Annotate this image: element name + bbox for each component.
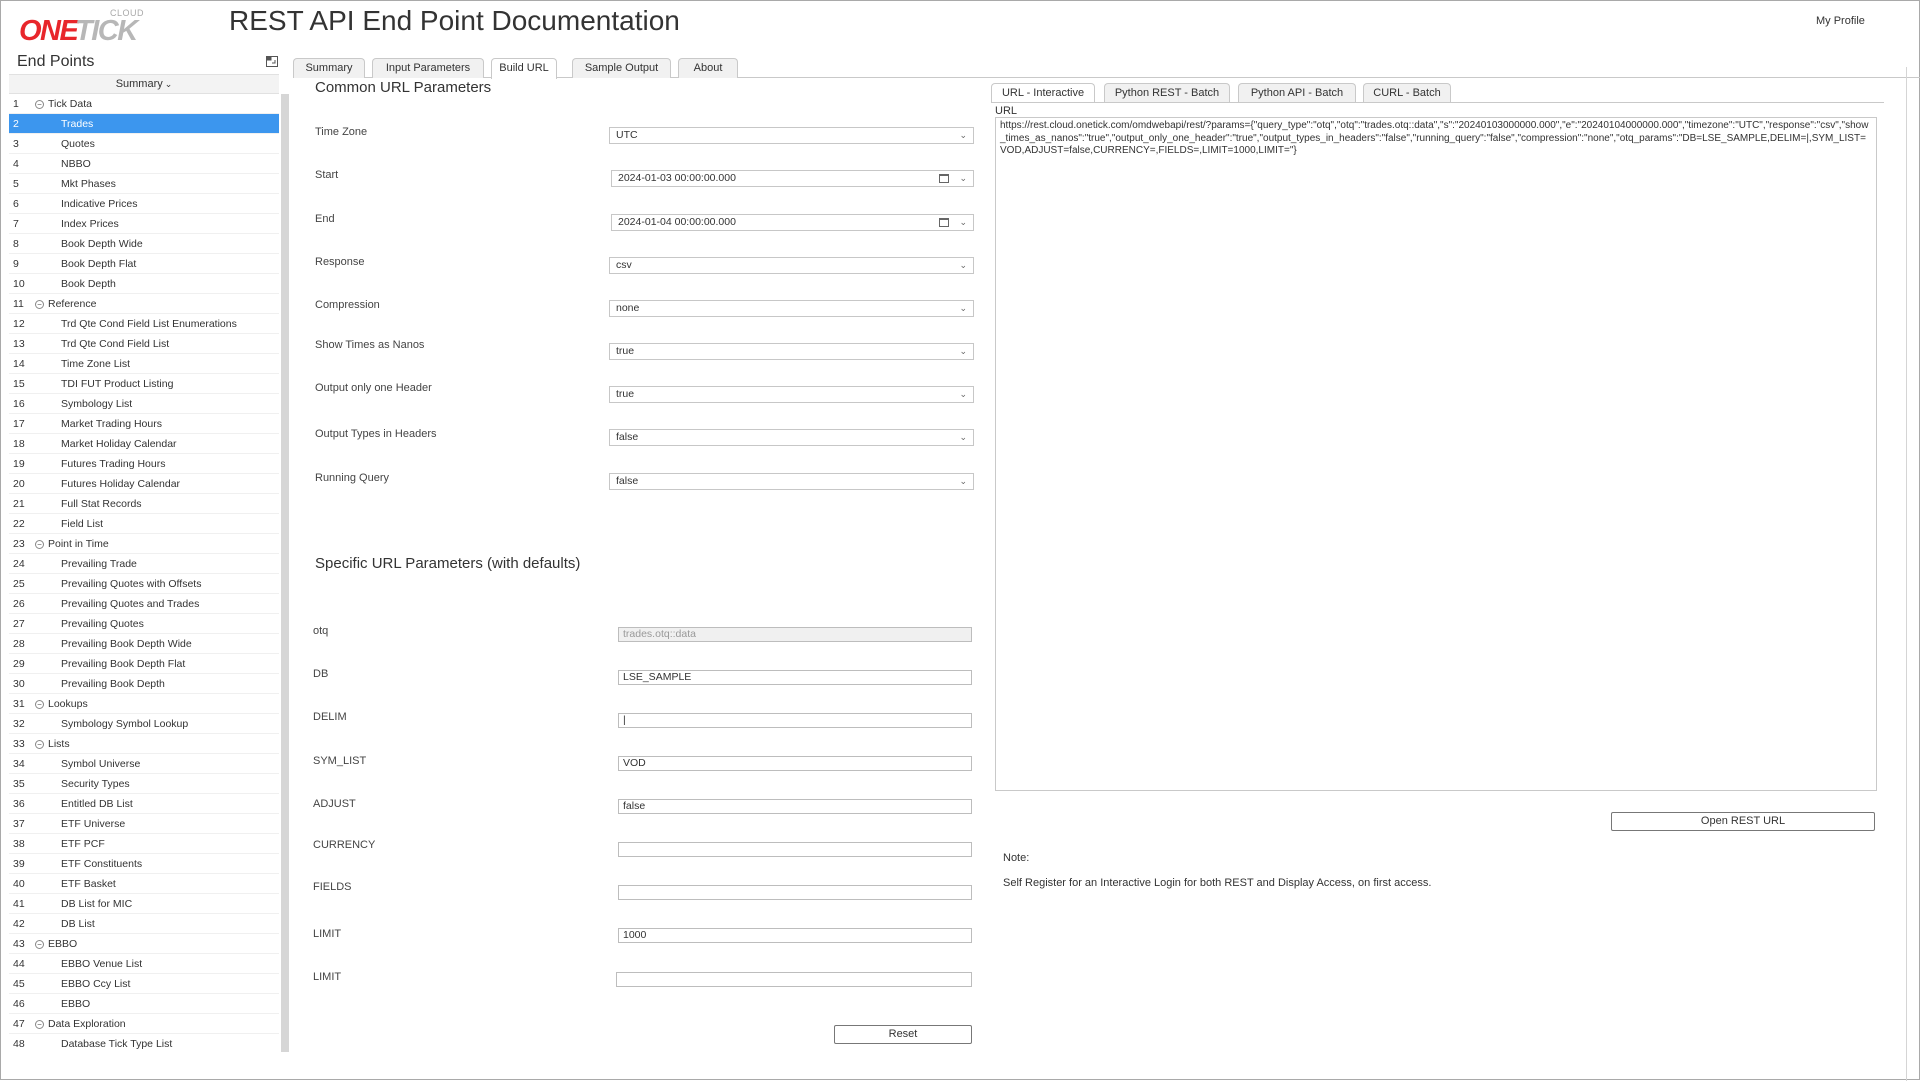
- tree-row-label: Book Depth Flat: [61, 258, 137, 270]
- tree-row-label: EBBO Ccy List: [61, 978, 131, 990]
- row-number: 10: [13, 278, 25, 290]
- limit-input[interactable]: 1000: [618, 928, 972, 943]
- onetick-logo: ONE TICK CLOUD: [19, 8, 145, 47]
- chevron-down-icon: ⌄: [959, 389, 967, 399]
- row-number: 8: [13, 238, 19, 250]
- tab-url-interactive[interactable]: URL - Interactive: [991, 83, 1095, 103]
- calendar-icon[interactable]: [939, 218, 949, 227]
- tree-row-label: Entitled DB List: [61, 798, 133, 810]
- limit-label: LIMIT: [313, 928, 342, 940]
- response-value: csv: [616, 259, 632, 271]
- tree-row-label: Market Holiday Calendar: [61, 438, 177, 450]
- output-types-headers-label: Output Types in Headers: [315, 428, 437, 440]
- compression-value: none: [616, 302, 640, 314]
- tree-endpoint-row[interactable]: [9, 174, 279, 194]
- row-number: 33: [13, 738, 25, 750]
- start-datetime-picker[interactable]: [611, 170, 974, 187]
- tree-endpoint-row[interactable]: [9, 414, 279, 434]
- db-input[interactable]: LSE_SAMPLE: [618, 670, 972, 685]
- output-types-headers-select[interactable]: [609, 429, 974, 446]
- row-number: 34: [13, 758, 25, 770]
- row-number: 30: [13, 678, 25, 690]
- tab-build-url[interactable]: Build URL: [491, 58, 557, 79]
- tree-row-label: EBBO: [48, 938, 78, 950]
- show-times-nanos-select[interactable]: [609, 343, 974, 360]
- tree-row-label: TDI FUT Product Listing: [61, 378, 174, 390]
- summary-column-header[interactable]: [9, 74, 279, 94]
- tree-row-label: Trd Qte Cond Field List Enumerations: [61, 318, 237, 330]
- row-number: 38: [13, 838, 25, 850]
- specific-params-title: Specific URL Parameters (with defaults): [315, 555, 581, 572]
- tree-category-row[interactable]: [9, 534, 279, 554]
- tree-row-label: Prevailing Quotes with Offsets: [61, 578, 202, 590]
- compression-label: Compression: [315, 299, 380, 311]
- tree-endpoint-row[interactable]: [9, 854, 279, 874]
- tree-row-label: DB List for MIC: [61, 898, 133, 910]
- row-number: 15: [13, 378, 25, 390]
- tree-endpoint-row[interactable]: [9, 774, 279, 794]
- tree-category-row[interactable]: [9, 294, 279, 314]
- row-number: 12: [13, 318, 25, 330]
- tree-row-label: Market Trading Hours: [61, 418, 162, 430]
- tree-endpoint-row[interactable]: [9, 634, 279, 654]
- tree-row-label: EBBO: [61, 998, 91, 1010]
- tree-row-label: Quotes: [61, 138, 95, 150]
- compression-select[interactable]: [609, 300, 974, 317]
- row-number: 31: [13, 698, 25, 710]
- collapse-toggle-icon[interactable]: −: [35, 700, 44, 709]
- row-number: 23: [13, 538, 25, 550]
- collapse-toggle-icon[interactable]: −: [35, 300, 44, 309]
- db-label: DB: [313, 668, 329, 680]
- row-number: 36: [13, 798, 25, 810]
- tab-about[interactable]: About: [678, 58, 738, 78]
- tree-row-label: Lookups: [48, 698, 88, 710]
- tree-endpoint-row[interactable]: [9, 134, 279, 154]
- row-number: 21: [13, 498, 25, 510]
- tree-category-row[interactable]: [9, 1014, 279, 1034]
- tree-endpoint-row[interactable]: [9, 554, 279, 574]
- tree-row-label: Symbology Symbol Lookup: [61, 718, 189, 730]
- tree-row-label: Index Prices: [61, 218, 119, 230]
- sym-list-input[interactable]: VOD: [618, 756, 972, 771]
- row-number: 25: [13, 578, 25, 590]
- sidebar-scrollbar[interactable]: [281, 94, 289, 1052]
- my-profile-link[interactable]: My Profile: [1816, 15, 1865, 27]
- row-number: 4: [13, 158, 19, 170]
- tree-endpoint-row[interactable]: [9, 474, 279, 494]
- tree-endpoint-row[interactable]: [9, 394, 279, 414]
- tree-row-label: DB List: [61, 918, 95, 930]
- row-number: 7: [13, 218, 19, 230]
- tree-endpoint-row[interactable]: [9, 354, 279, 374]
- tree-row-label: Symbology List: [61, 398, 133, 410]
- tree-endpoint-row[interactable]: [9, 754, 279, 774]
- url-textarea[interactable]: https://rest.cloud.onetick.com/omdwebapi/rest/?params={"query_type":"otq","otq":"trades.otq::data","s":"20240103000000.000","e":"20240104000000.000","timezone":"UTC","response":"csv","show_times_as_nanos":"true","output_only_one_header":"true","output_types_in_headers":"false","running_query":"false","compression":"none","otq_params":"DB=LSE_SAMPLE,DELIM=|,SYM_LIST=VOD,ADJUST=false,CURRENCY=,FIELDS=,LIMIT=1000,LIMIT="}: [995, 117, 1877, 791]
- tree-endpoint-row[interactable]: [9, 314, 279, 334]
- tree-row-label: Database Tick Type List: [61, 1038, 173, 1050]
- chevron-down-icon: ⌄: [959, 217, 967, 227]
- tree-endpoint-row[interactable]: [9, 274, 279, 294]
- row-number: 6: [13, 198, 19, 210]
- row-number: 44: [13, 958, 25, 970]
- tree-row-label: ETF Constituents: [61, 858, 143, 870]
- tree-row-label: Full Stat Records: [61, 498, 142, 510]
- row-number: 28: [13, 638, 25, 650]
- tree-row-label: Symbol Universe: [61, 758, 141, 770]
- tree-row-label: Futures Holiday Calendar: [61, 478, 181, 490]
- row-number: 32: [13, 718, 25, 730]
- right-tab-bar-line: [991, 102, 1884, 103]
- row-number: 45: [13, 978, 25, 990]
- tree-row-label: Prevailing Book Depth Flat: [61, 658, 186, 670]
- fields-input[interactable]: [618, 885, 972, 900]
- tree-endpoint-row[interactable]: [9, 974, 279, 994]
- collapse-panel-icon[interactable]: [266, 56, 278, 67]
- row-number: 2: [13, 118, 19, 130]
- show-times-nanos-label: Show Times as Nanos: [315, 339, 425, 351]
- url-label: URL: [995, 105, 1018, 117]
- collapse-toggle-icon[interactable]: −: [35, 540, 44, 549]
- tree-endpoint-row[interactable]: [9, 214, 279, 234]
- tree-row-label: Mkt Phases: [61, 178, 116, 190]
- chevron-down-icon: ⌄: [959, 173, 967, 183]
- row-number: 18: [13, 438, 25, 450]
- tree-endpoint-row[interactable]: [9, 954, 279, 974]
- row-number: 5: [13, 178, 19, 190]
- summary-header-label: Summary: [115, 78, 163, 90]
- tree-row-label: EBBO Venue List: [61, 958, 143, 970]
- collapse-toggle-icon[interactable]: −: [35, 100, 44, 109]
- tree-endpoint-row[interactable]: [9, 834, 279, 854]
- output-one-header-label: Output only one Header: [315, 382, 432, 394]
- adjust-input[interactable]: false: [618, 799, 972, 814]
- tree-category-row[interactable]: [9, 694, 279, 714]
- tree-category-row[interactable]: [9, 94, 279, 114]
- tree-row-label: Futures Trading Hours: [61, 458, 166, 470]
- start-label: Start: [315, 169, 339, 181]
- end-label: End: [315, 213, 335, 225]
- tree-category-row[interactable]: [9, 734, 279, 754]
- running-query-select[interactable]: [609, 473, 974, 490]
- chevron-down-icon: ⌄: [959, 432, 967, 442]
- row-number: 35: [13, 778, 25, 790]
- tree-row-label: Point in Time: [48, 538, 109, 550]
- tree-endpoint-row[interactable]: [9, 194, 279, 214]
- tree-endpoint-row[interactable]: [9, 594, 279, 614]
- row-number: 47: [13, 1018, 25, 1030]
- output-one-header-value: true: [616, 388, 635, 400]
- row-number: 41: [13, 898, 25, 910]
- open-rest-url-button[interactable]: Open REST URL: [1611, 812, 1875, 831]
- tree-endpoint-row[interactable]: [9, 114, 279, 134]
- tree-endpoint-row[interactable]: [9, 514, 279, 534]
- tree-row-label: Prevailing Trade: [61, 558, 137, 570]
- sym-list-label: SYM_LIST: [313, 755, 367, 767]
- tree-endpoint-row[interactable]: [9, 334, 279, 354]
- row-number: 16: [13, 398, 25, 410]
- tab-python-api-batch[interactable]: Python API - Batch: [1238, 83, 1356, 103]
- tree-row-label: Prevailing Book Depth: [61, 678, 165, 690]
- tree-endpoint-row[interactable]: [9, 674, 279, 694]
- row-number: 13: [13, 338, 25, 350]
- limit-label-2: LIMIT: [313, 971, 342, 983]
- tree-row-label: NBBO: [61, 158, 91, 170]
- chevron-down-icon: ⌄: [959, 303, 967, 313]
- row-number: 14: [13, 358, 25, 370]
- page-title: REST API End Point Documentation: [229, 5, 680, 36]
- row-number: 9: [13, 258, 19, 270]
- tree-endpoint-row[interactable]: [9, 1034, 279, 1052]
- tree-row-label: Trades: [61, 118, 94, 130]
- reset-button[interactable]: Reset: [834, 1025, 972, 1044]
- tree-endpoint-row[interactable]: [9, 874, 279, 894]
- row-number: 19: [13, 458, 25, 470]
- response-select[interactable]: [609, 257, 974, 274]
- tree-endpoint-row[interactable]: [9, 374, 279, 394]
- collapse-toggle-icon[interactable]: −: [35, 1020, 44, 1029]
- right-divider: [1906, 67, 1907, 1081]
- tree-endpoint-row[interactable]: [9, 234, 279, 254]
- chevron-down-icon: ⌄: [959, 260, 967, 270]
- tab-summary[interactable]: Summary: [293, 58, 365, 78]
- note-label: Note:: [1003, 852, 1030, 864]
- endpoint-tree: [9, 94, 279, 1052]
- calendar-icon[interactable]: [939, 174, 949, 183]
- tree-row-label: ETF Universe: [61, 818, 126, 830]
- row-number: 43: [13, 938, 25, 950]
- row-number: 20: [13, 478, 25, 490]
- tab-input-parameters[interactable]: Input Parameters: [372, 58, 484, 78]
- note-text: Self Register for an Interactive Login for both REST and Display Access, on first access.: [1003, 877, 1432, 889]
- tree-row-label: Indicative Prices: [61, 198, 138, 210]
- row-number: 26: [13, 598, 25, 610]
- tree-row-label: Prevailing Quotes: [61, 618, 144, 630]
- row-number: 40: [13, 878, 25, 890]
- tree-endpoint-row[interactable]: [9, 714, 279, 734]
- otq-input: trades.otq::data: [618, 627, 972, 642]
- tree-endpoint-row[interactable]: [9, 894, 279, 914]
- row-number: 22: [13, 518, 25, 530]
- tree-endpoint-row[interactable]: [9, 454, 279, 474]
- tree-row-label: Prevailing Quotes and Trades: [61, 598, 200, 610]
- running-query-label: Running Query: [315, 472, 389, 484]
- row-number: 17: [13, 418, 25, 430]
- tree-row-label: Prevailing Book Depth Wide: [61, 638, 192, 650]
- tree-row-label: Trd Qte Cond Field List: [61, 338, 170, 350]
- row-number: 42: [13, 918, 25, 930]
- fields-label: FIELDS: [313, 881, 352, 893]
- show-times-nanos-value: true: [616, 345, 635, 357]
- tree-row-label: ETF Basket: [61, 878, 116, 890]
- tree-endpoint-row[interactable]: [9, 994, 279, 1014]
- delim-input[interactable]: |: [618, 713, 972, 728]
- chevron-down-icon: ⌄: [959, 346, 967, 356]
- start-value: 2024-01-03 00:00:00.000: [618, 172, 736, 184]
- row-number: 11: [13, 298, 24, 310]
- time-zone-label: Time Zone: [315, 126, 368, 138]
- collapse-toggle-icon[interactable]: −: [35, 740, 44, 749]
- tree-row-label: Book Depth Wide: [61, 238, 143, 250]
- tab-curl-batch[interactable]: CURL - Batch: [1363, 83, 1451, 103]
- end-value: 2024-01-04 00:00:00.000: [618, 216, 736, 228]
- tree-endpoint-row[interactable]: [9, 434, 279, 454]
- tree-endpoint-row[interactable]: [9, 654, 279, 674]
- main-tab-bar: [293, 58, 1920, 78]
- output-one-header-select[interactable]: [609, 386, 974, 403]
- sidebar-title: End Points: [17, 53, 95, 70]
- row-number: 39: [13, 858, 25, 870]
- tree-endpoint-row[interactable]: [9, 254, 279, 274]
- adjust-label: ADJUST: [313, 798, 356, 810]
- time-zone-select[interactable]: [609, 127, 974, 144]
- collapse-toggle-icon[interactable]: −: [35, 940, 44, 949]
- tree-endpoint-row[interactable]: [9, 614, 279, 634]
- tree-row-label: Reference: [48, 298, 97, 310]
- tree-endpoint-row[interactable]: [9, 794, 279, 814]
- row-number: 46: [13, 998, 25, 1010]
- tab-python-rest-batch[interactable]: Python REST - Batch: [1104, 83, 1230, 103]
- tree-row-label: Data Exploration: [48, 1018, 126, 1030]
- row-number: 48: [13, 1038, 25, 1050]
- row-number: 1: [13, 98, 19, 110]
- tree-endpoint-row[interactable]: [9, 914, 279, 934]
- row-number: 37: [13, 818, 25, 830]
- chevron-down-icon: ⌄: [959, 476, 967, 486]
- chevron-down-icon: ⌄: [959, 130, 967, 140]
- output-types-headers-value: false: [616, 431, 639, 443]
- row-number: 27: [13, 618, 25, 630]
- common-params-title: Common URL Parameters: [315, 79, 492, 96]
- tree-row-label: Book Depth: [61, 278, 116, 290]
- tree-row-label: Tick Data: [48, 98, 92, 110]
- time-zone-value: UTC: [616, 129, 638, 141]
- tree-endpoint-row[interactable]: [9, 814, 279, 834]
- tree-row-label: Lists: [48, 738, 70, 750]
- tree-row-label: ETF PCF: [61, 838, 105, 850]
- tree-endpoint-row[interactable]: [9, 154, 279, 174]
- tab-sample-output[interactable]: Sample Output: [572, 58, 671, 78]
- row-number: 3: [13, 138, 19, 150]
- delim-label: DELIM: [313, 711, 347, 723]
- tree-endpoint-row[interactable]: [9, 574, 279, 594]
- otq-label: otq: [313, 625, 329, 637]
- tree-endpoint-row[interactable]: [9, 494, 279, 514]
- row-number: 24: [13, 558, 25, 570]
- tree-category-row[interactable]: [9, 934, 279, 954]
- running-query-value: false: [616, 475, 639, 487]
- chevron-down-icon: ⌄: [164, 79, 173, 89]
- currency-label: CURRENCY: [313, 839, 376, 851]
- limit-input-2[interactable]: [616, 972, 972, 987]
- currency-input[interactable]: [618, 842, 972, 857]
- tree-row-label: Time Zone List: [61, 358, 131, 370]
- tree-row-label: Field List: [61, 518, 104, 530]
- row-number: 29: [13, 658, 25, 670]
- tree-row-label: Security Types: [61, 778, 130, 790]
- response-label: Response: [315, 256, 365, 268]
- end-datetime-picker[interactable]: [611, 214, 974, 231]
